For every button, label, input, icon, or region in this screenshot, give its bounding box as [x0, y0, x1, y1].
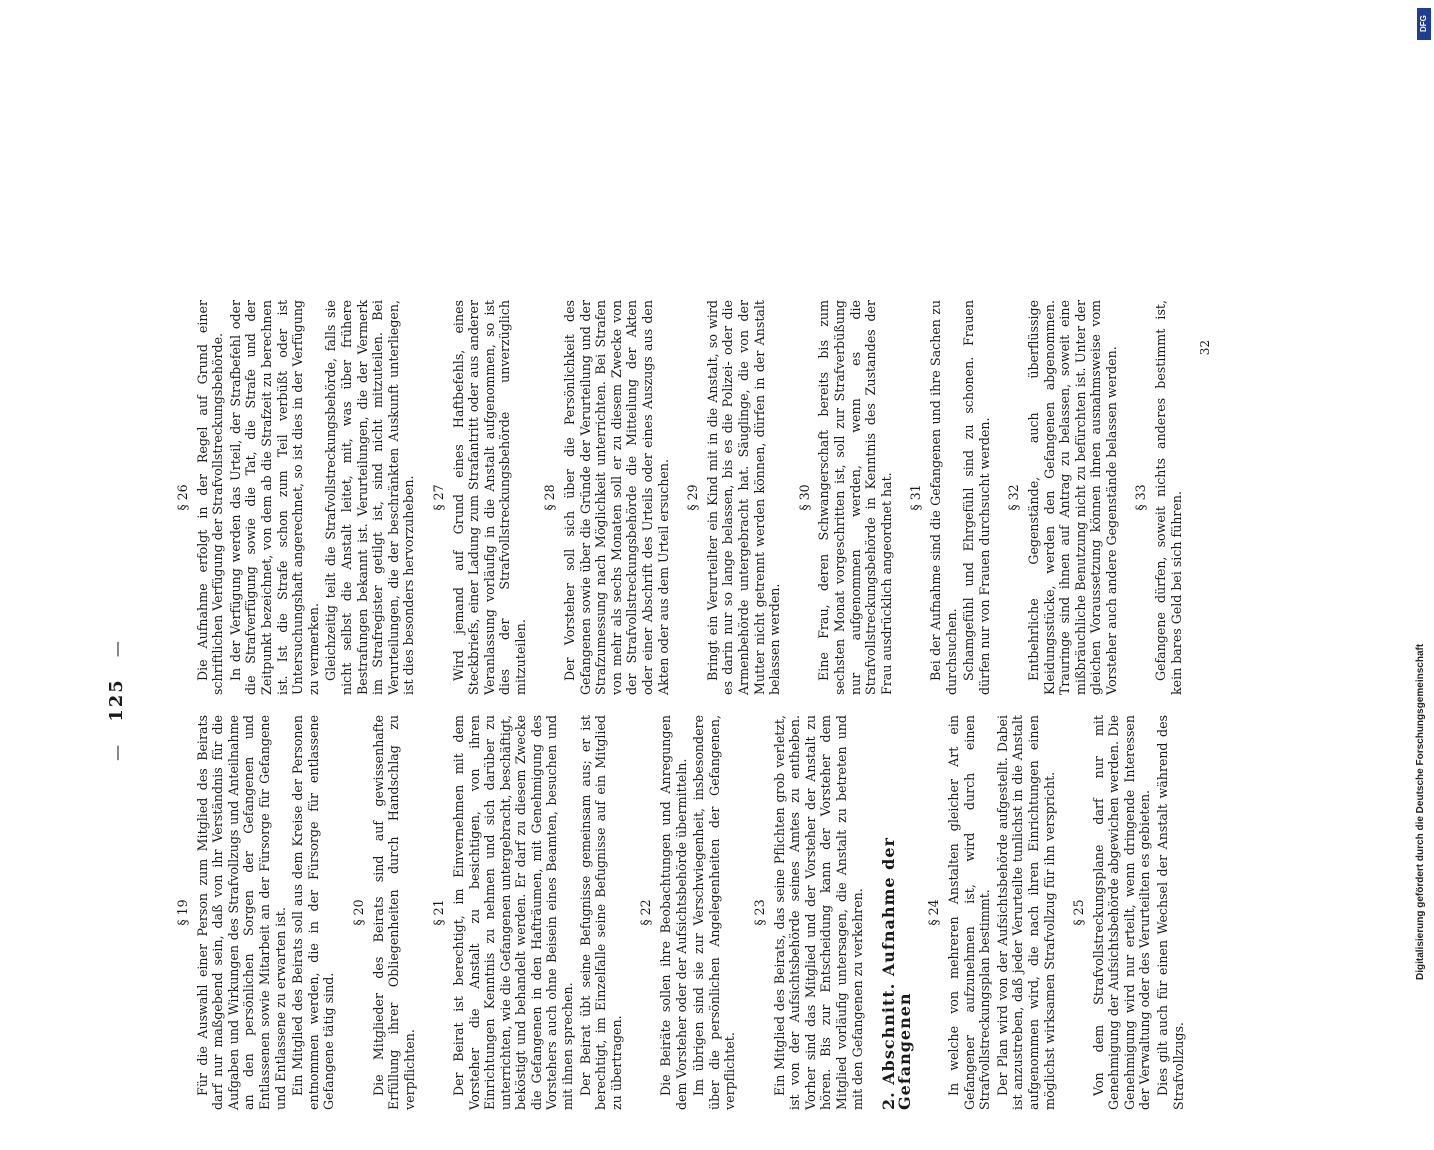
paragraph: Gefangene dürfen, soweit nichts anderes bestimmt ist, kein bares Geld bei sich führen. — [1153, 300, 1184, 695]
paragraph: In der Verfügung werden das Urteil, der Strafbefehl oder die Strafverfügung sowie die Tat, die Strafe und der Zeitpunkt bezeichnet, von dem ab die Strafzeit zu berechnen ist. Ist die Strafe schon zum Teil verbüßt oder ist Untersuchungshaft angerechnet, so ist dies in der Verfügung zu vermerken. — [227, 300, 321, 695]
section-title: § 25 — [1071, 899, 1087, 926]
paragraph: Der Beirat übt seine Befugnisse gemeinsam aus; er ist berechtigt, im Einzelfalle seine Befugnisse auf ein Mitglied zu übertragen. — [577, 715, 624, 1110]
paragraph: Ein Mitglied des Beirats soll aus dem Kreise der Personen entnommen werden, die in der Fürsorge für entlassene Gefangene tätig sind. — [290, 715, 337, 1110]
section-title: § 27 — [430, 484, 446, 511]
paragraph: Bei der Aufnahme sind die Gefangenen und ihre Sachen zu durchsuchen. — [927, 300, 959, 695]
section-title: § 26 — [175, 484, 190, 511]
section-title: § 22 — [638, 899, 654, 926]
paragraph: Ein Mitglied des Beirats, das seine Pflichten grob verletzt, ist von der Aufsichtsbehörde seines Amtes zu entheben. Vorher sind das Mitglied und der Vorsteher der Anstalt zu hören. Bis zur Entscheidung kann der Vorsteher dem Mitglied vorläufig untersagen, die Anstalt zu betreten und mit den Gefangenen zu verkehren. — [771, 715, 865, 1110]
paragraph: Dies gilt auch für einen Wechsel der Anstalt während des Strafvollzugs. — [1155, 715, 1186, 1110]
paragraph: Im übrigen sind sie zur Verschwiegenheit, insbesondere über die persönlichen Angelegenheiten der Gefangenen, verpflichtet. — [691, 715, 738, 1110]
paragraph: Die Aufnahme erfolgt in der Regel auf Grund einer schriftlichen Verfügung der Strafvollstreckungsbehörde. — [194, 300, 226, 695]
section-title: § 28 — [542, 484, 558, 511]
section-title: § 31 — [908, 484, 924, 511]
paragraph: Der Plan wird von der Aufsichtsbehörde aufgestellt. Dabei ist anzustreben, daß jeder Verurteilte tunlichst in die Anstalt aufgenommen wird, die nach ihren Einrichtungen einen möglichst wirksamen Strafvollzug für ihn verspricht. — [994, 715, 1057, 1110]
section-title: § 24 — [926, 899, 942, 926]
header-dash-left: — — [107, 742, 126, 761]
chapter-heading: 2. Abschnitt. Aufnahme der Gefangenen — [879, 837, 914, 1110]
section-title: § 32 — [1006, 484, 1022, 511]
paragraph: Für die Auswahl einer Person zum Mitglied des Beirats darf nur maßgebend sein, daß von ihr Verständnis für die Aufgaben und Wirkungen des Strafvollzugs und Anteilnahme an den persönlichen Sorgen der Gefangenen und Entlassenen sowie Mitarbeit an der Fürsorge für Gefangene und Entlassene zu erwarten ist. — [194, 715, 288, 1110]
section-title: § 21 — [431, 899, 447, 926]
paragraph: In welche von mehreren Anstalten gleicher Art ein Gefangener aufzunehmen ist, wird durch einen Strafvollstreckungsplan bestimmt. — [945, 715, 993, 1110]
paragraph: Gleichzeitig teilt die Strafvollstreckungsbehörde, falls sie nicht selbst die Anstalt leitet, mit, was über frühere Bestrafungen bekannt ist. Verurteilungen, die der Vermerk im Strafregister getilgt ist, sind nicht mitzuteilen. Bei Verurteilungen, die der beschränkten Auskunft unterliegen, ist dies besonders hervorzuheben. — [323, 300, 417, 695]
scanned-page — [66, 250, 1366, 1150]
paragraph: Entbehrliche Gegenstände, auch überflüssige Kleidungsstücke, werden den Gefangenen abgenommen. Trauringe sind ihnen auf Antrag zu belassen, soweit eine mißbräuchliche Benutzung nicht zu befürchten ist. Unter der gleichen Voraussetzung können ihnen ausnahmsweise vom Vorsteher auch andere Gegenstände belassen werden. — [1025, 300, 1119, 695]
header-dash-right: — — [107, 639, 126, 658]
page-number: 125 — [106, 678, 127, 722]
dfg-logo: DFG — [1417, 8, 1431, 40]
digitization-credit-text: Digitalisierung gefördert durch die Deutsche Forschungsgemeinschaft — [1415, 643, 1426, 980]
paragraph: Wird jemand auf Grund eines Haftbefehls, eines Steckbriefs, einer Ladung zum Strafantritt oder aus anderer Veranlassung vorläufig in die Anstalt aufgenommen, so ist dies der Strafvollstreckungsbehörde unverzüglich mitzuteilen. — [450, 300, 528, 695]
paragraph: Schamgefühl und Ehrgefühl sind zu schonen. Frauen dürfen nur von Frauen durchsucht werden. — [961, 300, 992, 695]
section-title: § 19 — [175, 899, 190, 926]
paragraph: Bringt ein Verurteilter ein Kind mit in die Anstalt, so wird es darin nur so lange belassen, bis es die Polizei- oder die Armenbehörde untergebracht hat. Säuglinge, die von der Mutter nicht getrennt werden können, dürfen in der Anstalt belassen werden. — [704, 300, 783, 695]
left-column — [161, 715, 1188, 1110]
section-title: § 33 — [1133, 484, 1149, 511]
paragraph: Eine Frau, deren Schwangerschaft bereits bis zum sechsten Monat vorgeschritten ist, soll zur Strafverbüßung nur aufgenommen werden, wenn es die Strafvollstreckungsbehörde in Kenntnis des Zustandes der Frau ausdrücklich angeordnet hat. — [816, 300, 894, 695]
footer-signature-number: 32 — [1198, 340, 1213, 356]
paragraph: Der Beirat ist berechtigt, im Einvernehmen mit dem Vorsteher die Anstalt zu besichtigen, von ihren Einrichtungen Kenntnis zu nehmen und sich darüber zu unterrichten, wie die Gefangenen untergebracht, beschäftigt, beköstigt und behandelt werden. Er darf zu diesem Zwecke die Gefangenen in den Hafträumen, mit Genehmigung des Vorstehers auch ohne Beisein eines Beamten, besuchen und mit ihnen sprechen. — [450, 714, 576, 1110]
right-column — [161, 300, 1214, 695]
digitization-credit-bar — [1414, 0, 1434, 1000]
page-header — [106, 250, 127, 1150]
section-title: § 29 — [685, 484, 701, 511]
paragraph: Von dem Strafvollstreckungsplane darf nur mit Genehmigung der Aufsichtsbehörde abgewichen werden. Die Genehmigung wird nur erteilt, wenn dringende Interessen der Verwaltung oder des Verurteilten es gebieten. — [1090, 715, 1153, 1110]
paragraph: Der Vorsteher soll sich über die Persönlichkeit des Gefangenen sowie über die Gründe der Verurteilung und der Strafzumessung nach Möglichkeit unterrichten. Bei Strafen von mehr als sechs Monaten soll er zu diesem Zwecke von der Strafvollstreckungsbehörde die Mitteilung der Akten oder einer Abschrift des Urteils oder eines Auszugs aus den Akten oder aus dem Urteil ersuchen. — [562, 300, 671, 695]
section-title: § 20 — [350, 899, 366, 926]
paragraph: Die Mitglieder des Beirats sind auf gewissenhafte Erfüllung ihrer Obliegenheiten durch Handschlag zu verpflichten. — [370, 715, 417, 1110]
paragraph: Die Beiräte sollen ihre Beobachtungen und Anregungen dem Vorsteher oder der Aufsichtsbehörde übermitteln. — [658, 715, 689, 1110]
section-title: § 30 — [796, 484, 812, 511]
section-title: § 23 — [752, 899, 767, 926]
